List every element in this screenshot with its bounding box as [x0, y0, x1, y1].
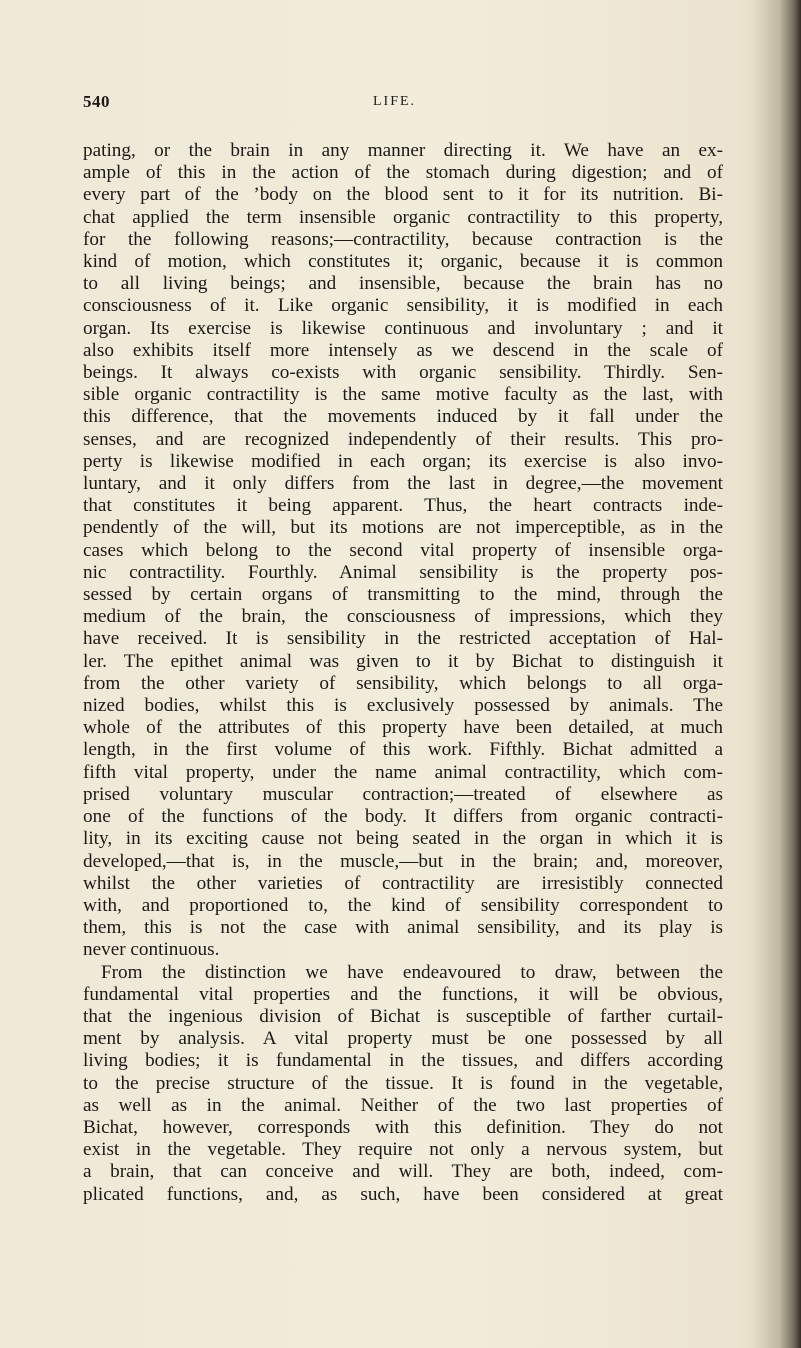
text-line: ler. The epithet animal was given to it by Bichat to distinguish it	[83, 650, 723, 672]
text-line: a brain, that can conceive and will. They are both, indeed, com-	[83, 1161, 723, 1183]
text-line: that the ingenious division of Bichat is susceptible of farther curtail-	[83, 1005, 723, 1027]
text-line: this difference, that the movements induced by it fall under the	[83, 406, 723, 428]
text-line: medium of the brain, the consciousness of impressions, which they	[83, 606, 723, 628]
text-line: pendently of the will, but its motions are not imperceptible, as in the	[83, 517, 723, 539]
text-line: as well as in the animal. Neither of the two last properties of	[83, 1094, 723, 1116]
text-line: to the precise structure of the tissue. It is found in the vegetable,	[83, 1072, 723, 1094]
text-line: never continuous.	[83, 939, 220, 961]
text-line: plicated functions, and, as such, have been considered at great	[83, 1183, 723, 1205]
text-line: nized bodies, whilst this is exclusively possessed by animals. The	[83, 695, 723, 717]
text-line: every part of the ’body on the blood sent to it for its nutrition. Bi-	[83, 184, 723, 206]
text-line: nic contractility. Fourthly. Animal sensibility is the property pos-	[83, 561, 723, 583]
text-line: ample of this in the action of the stomach during digestion; and of	[83, 162, 723, 184]
text-line: living bodies; it is fundamental in the tissues, and differs according	[83, 1050, 723, 1072]
page-header	[83, 92, 723, 116]
text-line: exist in the vegetable. They require not only a nervous system, but	[83, 1139, 723, 1161]
page-number: 540	[83, 92, 110, 111]
text-line: kind of motion, which constitutes it; organic, because it is common	[83, 251, 723, 273]
text-line: cases which belong to the second vital property of insensible orga-	[83, 539, 723, 561]
text-line: prised voluntary muscular contraction;—treated of elsewhere as	[83, 783, 723, 805]
text-line: them, this is not the case with animal sensibility, and its play is	[83, 917, 723, 939]
text-line: sessed by certain organs of transmitting to the mind, through the	[83, 584, 723, 606]
text-line: that constitutes it being apparent. Thus, the heart contracts inde-	[83, 495, 723, 517]
text-line: with, and proportioned to, the kind of sensibility correspondent to	[83, 894, 723, 916]
text-line: whilst the other varieties of contractility are irresistibly connected	[83, 872, 723, 894]
text-line: fifth vital property, under the name animal contractility, which com-	[83, 761, 723, 783]
text-line: to all living beings; and insensible, because the brain has no	[83, 273, 723, 295]
text-line: for the following reasons;—contractility, because contraction is the	[83, 228, 723, 250]
text-line: pating, or the brain in any manner directing it. We have an ex-	[83, 140, 723, 161]
text-line: one of the functions of the body. It differs from organic contracti-	[83, 806, 723, 828]
text-line: developed,—that is, in the muscle,—but in the brain; and, moreover,	[83, 850, 723, 872]
text-line: ment by analysis. A vital property must be one possessed by all	[83, 1028, 723, 1050]
text-line: beings. It always co-exists with organic sensibility. Thirdly. Sen-	[83, 362, 723, 384]
text-line: fundamental vital properties and the functions, it will be obvious,	[83, 983, 723, 1005]
text-line: sible organic contractility is the same motive faculty as the last, with	[83, 384, 723, 406]
text-line: length, in the first volume of this work. Fifthly. Bichat admitted a	[83, 739, 723, 761]
text-line: senses, and are recognized independently of their results. This pro-	[83, 428, 723, 450]
text-line: from the other variety of sensibility, which belongs to all orga-	[83, 672, 723, 694]
text-line: organ. Its exercise is likewise continuous and involuntary ; and it	[83, 317, 723, 339]
text-line: consciousness of it. Like organic sensibility, it is modified in each	[83, 295, 723, 317]
text-line: From the distinction we have endeavoured to draw, between the	[101, 961, 723, 983]
text-line: have received. It is sensibility in the restricted acceptation of Hal-	[83, 628, 723, 650]
running-head: LIFE.	[373, 94, 417, 109]
text-line: luntary, and it only differs from the last in degree,—the movement	[83, 473, 723, 495]
text-line: whole of the attributes of this property have been detailed, at much	[83, 717, 723, 739]
text-line: chat applied the term insensible organic contractility to this property,	[83, 206, 723, 228]
page-edge-shadow	[753, 0, 801, 1348]
body-text	[83, 140, 723, 1206]
text-line: lity, in its exciting cause not being seated in the organ in which it is	[83, 828, 723, 850]
text-line: Bichat, however, corresponds with this definition. They do not	[83, 1116, 723, 1138]
text-line: also exhibits itself more intensely as we descend in the scale of	[83, 339, 723, 361]
text-line: perty is likewise modified in each organ; its exercise is also invo-	[83, 450, 723, 472]
